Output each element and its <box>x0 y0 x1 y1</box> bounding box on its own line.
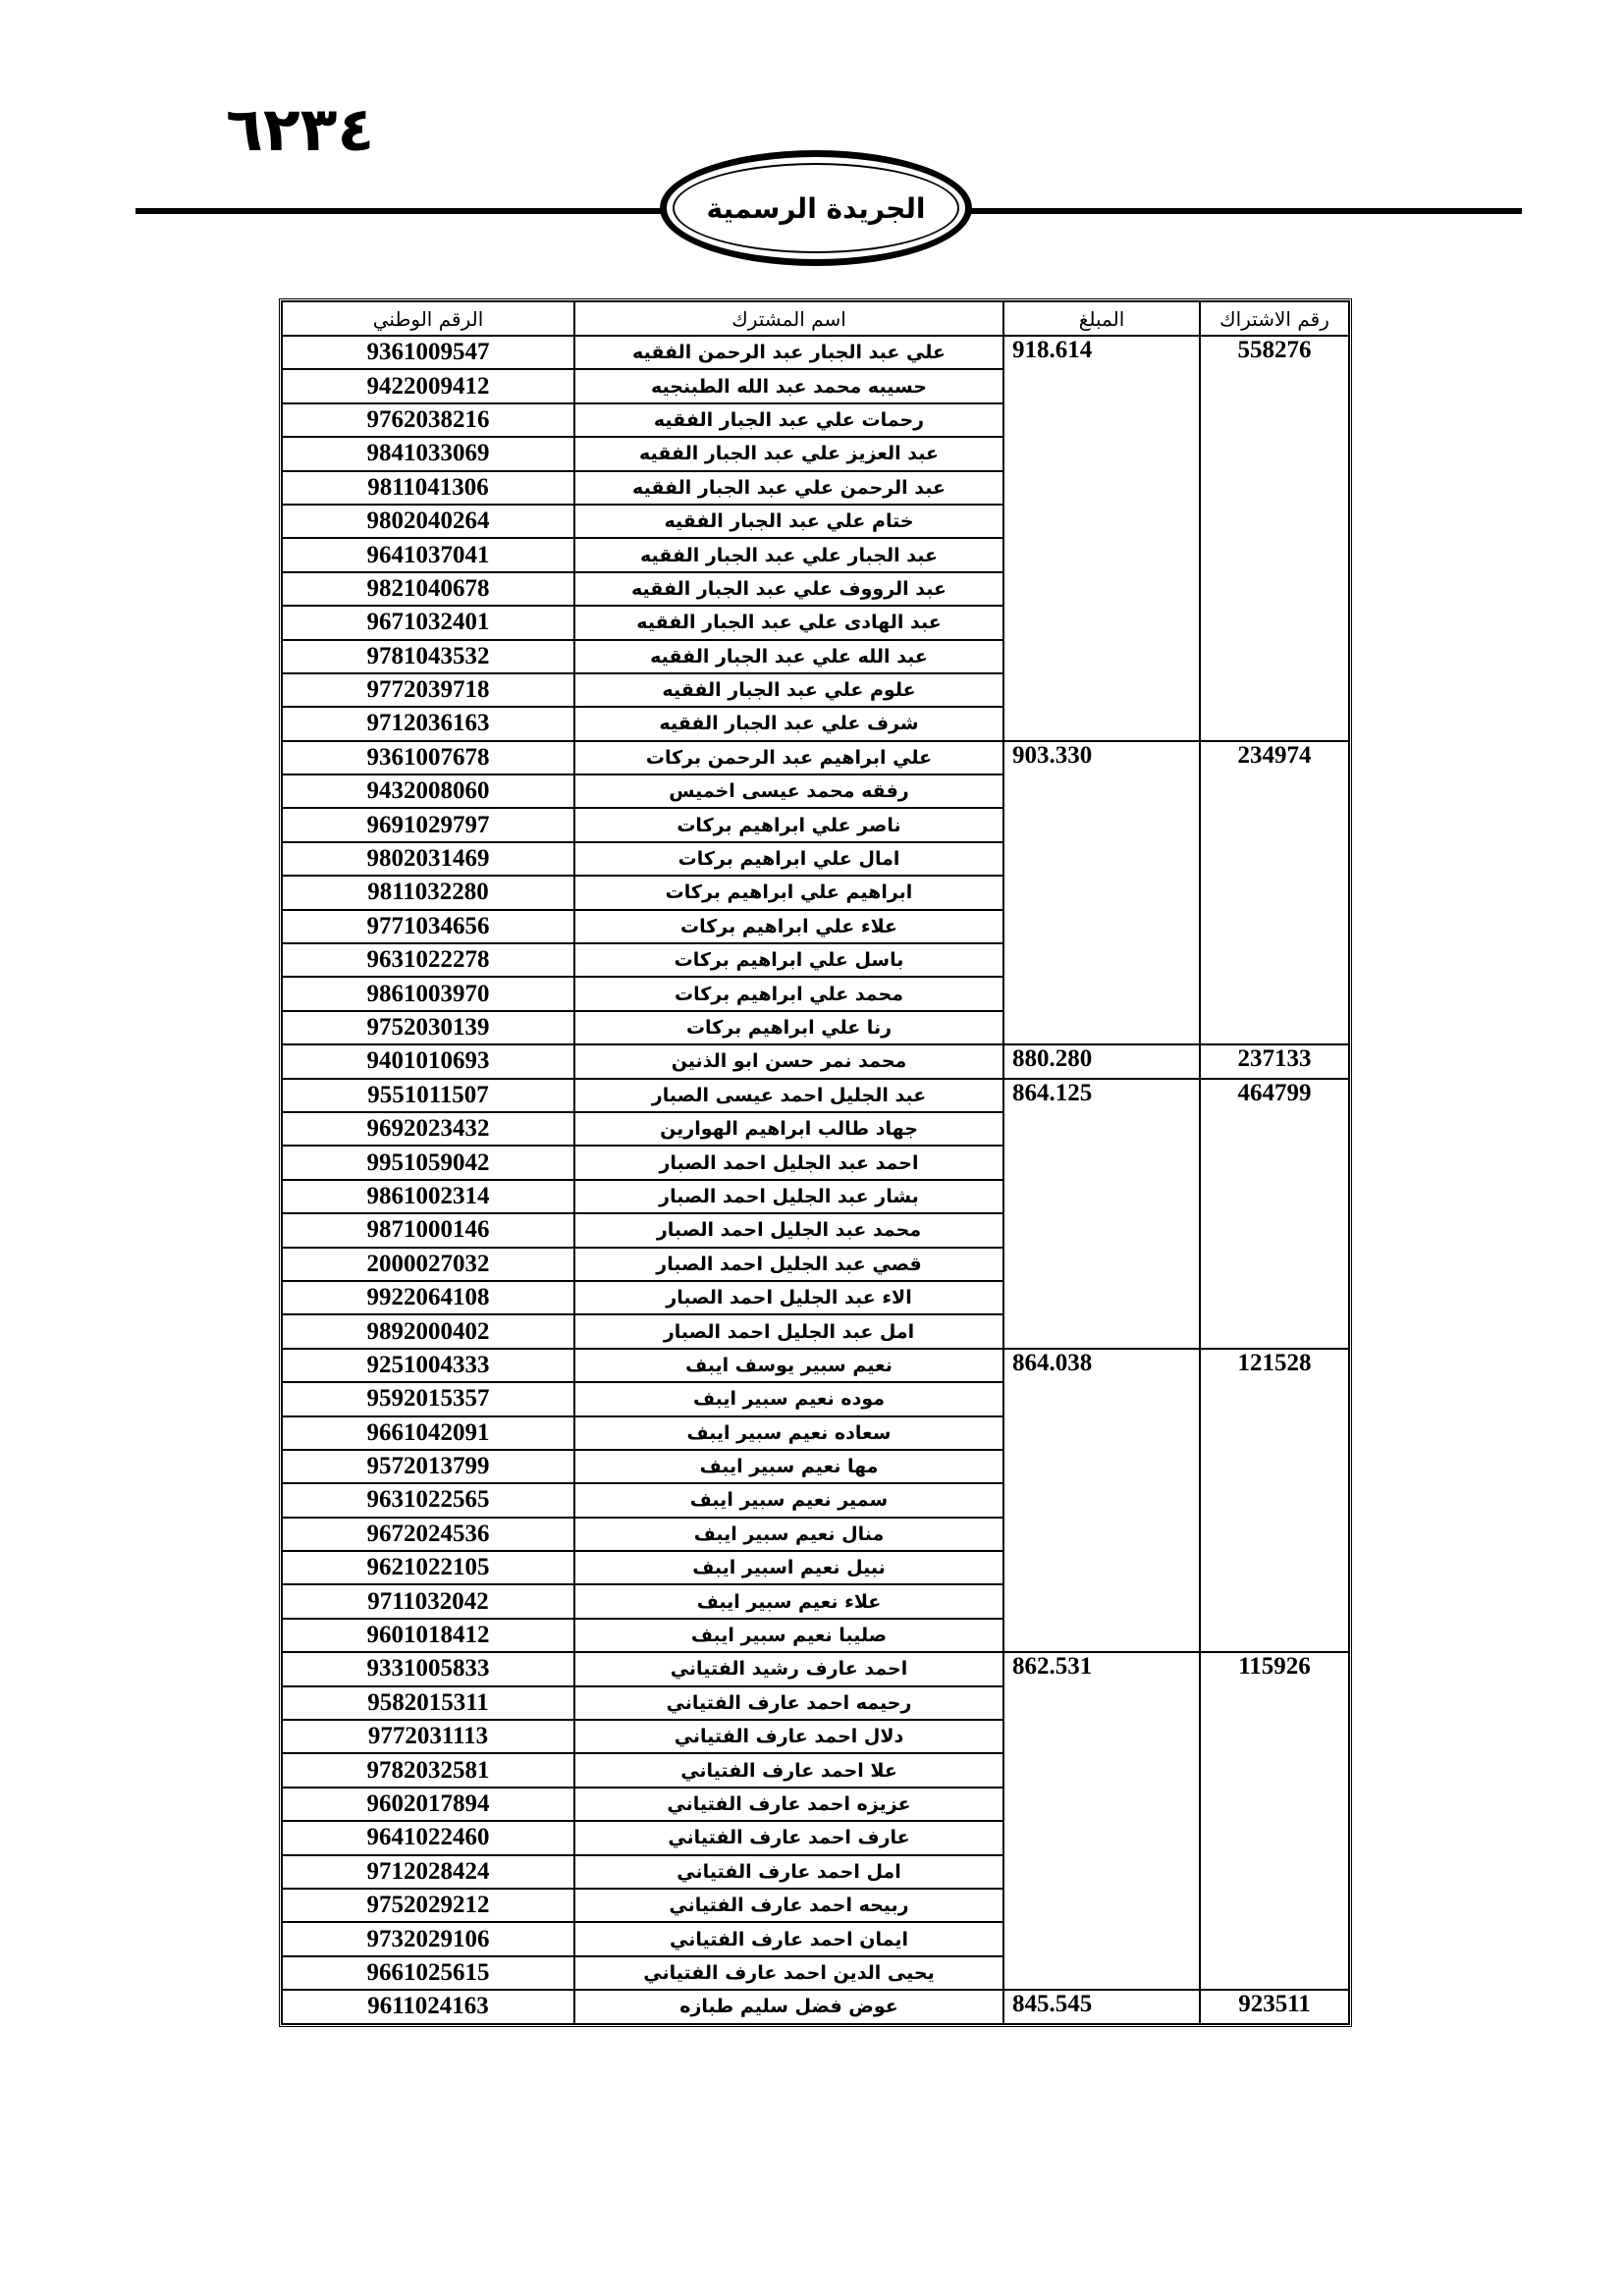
subscriber-name: منال نعيم سبير ايبف <box>574 1518 1003 1551</box>
table-row <box>282 1990 1349 2023</box>
national-id: 9772031113 <box>282 1720 574 1753</box>
national-id: 9661042091 <box>282 1416 574 1450</box>
national-id: 2000027032 <box>282 1248 574 1281</box>
subscriber-name: علاء نعيم سبير ايبف <box>574 1584 1003 1618</box>
subscription-number: 121528 <box>1200 1349 1349 1653</box>
subscription-number: 115926 <box>1200 1652 1349 1990</box>
national-id: 9572013799 <box>282 1450 574 1483</box>
national-id: 9802040264 <box>282 505 574 538</box>
subscription-number: 234974 <box>1200 741 1349 1045</box>
subscriber-name: عبد الله علي عبد الجبار الفقيه <box>574 640 1003 673</box>
subscriber-name: عارف احمد عارف الفتياني <box>574 1821 1003 1854</box>
subscriber-name: يحيى الدين احمد عارف الفتياني <box>574 1956 1003 1990</box>
subscription-number: 923511 <box>1200 1990 1349 2023</box>
subscriber-name: رفقه محمد عيسى اخميس <box>574 774 1003 808</box>
national-id: 9582015311 <box>282 1686 574 1720</box>
amount: 864.125 <box>1003 1079 1200 1349</box>
national-id: 9892000402 <box>282 1314 574 1348</box>
subscriber-name: رنا علي ابراهيم بركات <box>574 1011 1003 1044</box>
national-id: 9712036163 <box>282 707 574 740</box>
subscriber-name: رحيمه احمد عارف الفتياني <box>574 1686 1003 1720</box>
national-id: 9711032042 <box>282 1584 574 1618</box>
national-id: 9631022565 <box>282 1483 574 1517</box>
subscriber-name: دلال احمد عارف الفتياني <box>574 1720 1003 1753</box>
subscriber-name: عبد الرووف علي عبد الجبار الفقيه <box>574 572 1003 606</box>
subscriber-name: علا احمد عارف الفتياني <box>574 1753 1003 1787</box>
column-header-name: اسم المشترك <box>574 301 1003 336</box>
national-id: 9871000146 <box>282 1213 574 1247</box>
table-row <box>282 741 1349 774</box>
column-header-national-id: الرقم الوطني <box>282 301 574 336</box>
national-id: 9802031469 <box>282 842 574 876</box>
national-id: 9361007678 <box>282 741 574 774</box>
national-id: 9631022278 <box>282 943 574 977</box>
subscriber-name: عزيزه احمد عارف الفتياني <box>574 1788 1003 1821</box>
subscriber-name: باسل علي ابراهيم بركات <box>574 943 1003 977</box>
subscriber-name: نعيم سبير يوسف ايبف <box>574 1349 1003 1382</box>
subscriber-name: علي عبد الجبار عبد الرحمن الفقيه <box>574 336 1003 369</box>
national-id: 9811032280 <box>282 876 574 909</box>
national-id: 9692023432 <box>282 1112 574 1146</box>
table-body <box>282 336 1349 2024</box>
subscription-number: 464799 <box>1200 1079 1349 1349</box>
subscriber-name: ربيحه احمد عارف الفتياني <box>574 1889 1003 1922</box>
national-id: 9361009547 <box>282 336 574 369</box>
table-row <box>282 1349 1349 1382</box>
subscriber-name: علاء علي ابراهيم بركات <box>574 910 1003 943</box>
amount: 918.614 <box>1003 336 1200 741</box>
national-id: 9841033069 <box>282 437 574 470</box>
subscriber-name: مها نعيم سبير ايبف <box>574 1450 1003 1483</box>
subscriber-name: عبد الرحمن علي عبد الجبار الفقيه <box>574 471 1003 505</box>
national-id: 9671032401 <box>282 606 574 639</box>
national-id: 9601018412 <box>282 1619 574 1652</box>
subscriber-name: عبد العزيز علي عبد الجبار الفقيه <box>574 437 1003 470</box>
subscriber-name: عبد الجبار علي عبد الجبار الفقيه <box>574 538 1003 571</box>
national-id: 9602017894 <box>282 1788 574 1821</box>
national-id: 9861003970 <box>282 977 574 1010</box>
subscriber-name: محمد نمر حسن ابو الذنين <box>574 1044 1003 1078</box>
national-id: 9551011507 <box>282 1079 574 1112</box>
subscriber-name: محمد علي ابراهيم بركات <box>574 977 1003 1010</box>
national-id: 9772039718 <box>282 673 574 707</box>
subscriber-name: نبيل نعيم اسبير ايبف <box>574 1551 1003 1584</box>
subscriber-name: امل احمد عارف الفتياني <box>574 1855 1003 1889</box>
subscriber-name: قصي عبد الجليل احمد الصبار <box>574 1248 1003 1281</box>
national-id: 9691029797 <box>282 808 574 841</box>
table-row <box>282 1044 1349 1078</box>
subscriber-name: شرف علي عبد الجبار الفقيه <box>574 707 1003 740</box>
subscription-number: 558276 <box>1200 336 1349 741</box>
subscriber-name: جهاد طالب ابراهيم الهوارين <box>574 1112 1003 1146</box>
subscriber-name: ختام علي عبد الجبار الفقيه <box>574 505 1003 538</box>
subscriber-name: عبد الهادى علي عبد الجبار الفقيه <box>574 606 1003 639</box>
table-header-row <box>282 301 1349 336</box>
subscriber-name: امال علي ابراهيم بركات <box>574 842 1003 876</box>
subscriber-name: عبد الجليل احمد عيسى الصبار <box>574 1079 1003 1112</box>
amount: 880.280 <box>1003 1044 1200 1078</box>
table-row <box>282 336 1349 369</box>
national-id: 9621022105 <box>282 1551 574 1584</box>
table-row <box>282 1652 1349 1685</box>
national-id: 9432008060 <box>282 774 574 808</box>
subscriber-name: حسيبه محمد عبد الله الطبنجيه <box>574 369 1003 402</box>
column-header-amount: المبلغ <box>1003 301 1200 336</box>
subscriber-name: موده نعيم سبير ايبف <box>574 1382 1003 1415</box>
national-id: 9732029106 <box>282 1922 574 1955</box>
subscriber-name: بشار عبد الجليل احمد الصبار <box>574 1180 1003 1213</box>
subscriber-name: ايمان احمد عارف الفتياني <box>574 1922 1003 1955</box>
national-id: 9782032581 <box>282 1753 574 1787</box>
national-id: 9251004333 <box>282 1349 574 1382</box>
national-id: 9821040678 <box>282 572 574 606</box>
national-id: 9422009412 <box>282 369 574 402</box>
page-number: ٦٢٣٤ <box>226 93 375 165</box>
subscriber-name: سعاده نعيم سبير ايبف <box>574 1416 1003 1450</box>
national-id: 9811041306 <box>282 471 574 505</box>
subscriber-name: الاء عبد الجليل احمد الصبار <box>574 1281 1003 1314</box>
subscriber-name: احمد عارف رشيد الفتياني <box>574 1652 1003 1685</box>
subscriber-name: امل عبد الجليل احمد الصبار <box>574 1314 1003 1348</box>
subscriber-name: علي ابراهيم عبد الرحمن بركات <box>574 741 1003 774</box>
national-id: 9752029212 <box>282 1889 574 1922</box>
subscribers-table <box>279 298 1352 2027</box>
national-id: 9672024536 <box>282 1518 574 1551</box>
national-id: 9861002314 <box>282 1180 574 1213</box>
national-id: 9922064108 <box>282 1281 574 1314</box>
column-header-subscription: رقم الاشتراك <box>1200 301 1349 336</box>
table-row <box>282 1079 1349 1112</box>
national-id: 9592015357 <box>282 1382 574 1415</box>
subscriber-name: رحمات علي عبد الجبار الفقيه <box>574 403 1003 437</box>
subscriber-name: سمير نعيم سبير ايبف <box>574 1483 1003 1517</box>
subscriber-name: صليبا نعيم سبير ايبف <box>574 1619 1003 1652</box>
national-id: 9611024163 <box>282 1990 574 2023</box>
national-id: 9771034656 <box>282 910 574 943</box>
subscriber-name: ناصر علي ابراهيم بركات <box>574 808 1003 841</box>
national-id: 9641037041 <box>282 538 574 571</box>
subscriber-name: احمد عبد الجليل احمد الصبار <box>574 1146 1003 1179</box>
national-id: 9712028424 <box>282 1855 574 1889</box>
subscriber-name: عوض فضل سليم طبازه <box>574 1990 1003 2023</box>
national-id: 9762038216 <box>282 403 574 437</box>
subscriber-name: محمد عبد الجليل احمد الصبار <box>574 1213 1003 1247</box>
national-id: 9661025615 <box>282 1956 574 1990</box>
national-id: 9781043532 <box>282 640 574 673</box>
national-id: 9401010693 <box>282 1044 574 1078</box>
national-id: 9951059042 <box>282 1146 574 1179</box>
national-id: 9752030139 <box>282 1011 574 1044</box>
national-id: 9641022460 <box>282 1821 574 1854</box>
subscriber-name: علوم علي عبد الجبار الفقيه <box>574 673 1003 707</box>
gazette-title-oval <box>660 150 972 266</box>
national-id: 9331005833 <box>282 1652 574 1685</box>
amount: 845.545 <box>1003 1990 1200 2023</box>
amount: 903.330 <box>1003 741 1200 1045</box>
subscription-number: 237133 <box>1200 1044 1349 1078</box>
amount: 862.531 <box>1003 1652 1200 1990</box>
amount: 864.038 <box>1003 1349 1200 1653</box>
subscriber-name: ابراهيم علي ابراهيم بركات <box>574 876 1003 909</box>
gazette-title: الجريدة الرسمية <box>706 191 926 225</box>
